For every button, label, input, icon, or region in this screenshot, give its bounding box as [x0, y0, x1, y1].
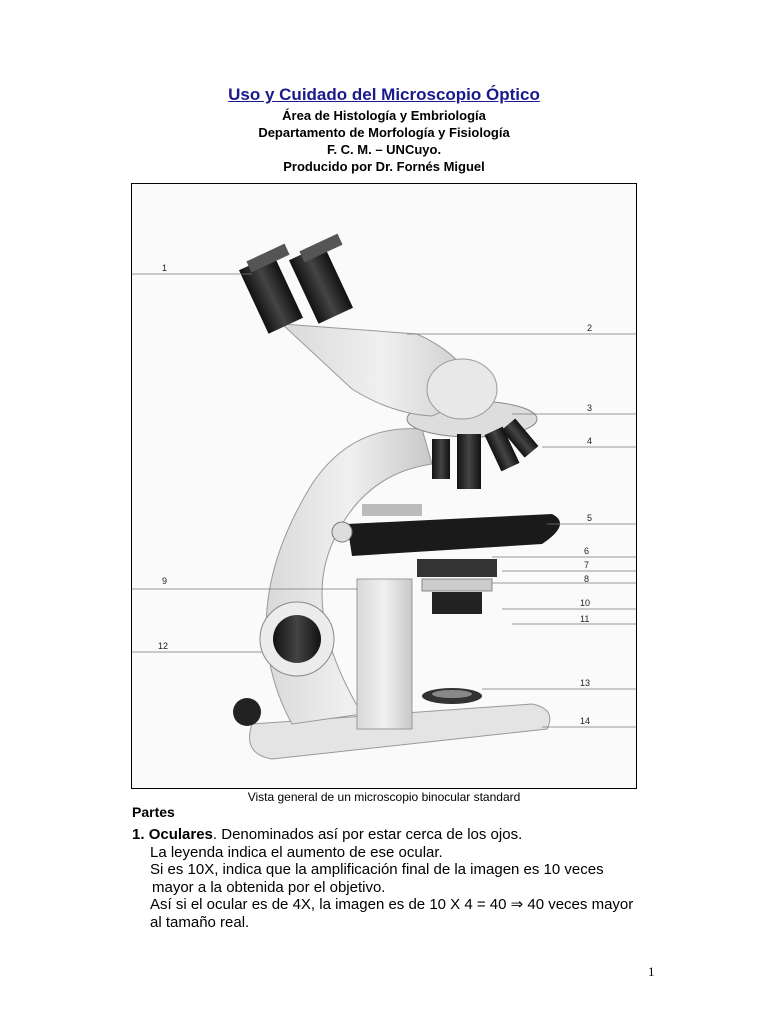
item-line-2: La leyenda indica el aumento de ese ocular.	[150, 843, 443, 861]
document-title: Uso y Cuidado del Microscopio Óptico	[228, 85, 540, 104]
part-label-3: 3	[587, 403, 593, 413]
item-text: . Denominados así por estar cerca de los ojos.	[212, 826, 523, 843]
part-label-13: 13	[580, 678, 591, 688]
subtitle-area: Área de Histología y Embriología	[282, 108, 486, 123]
item-line-4: mayor a la obtenida por el objetivo.	[152, 878, 386, 896]
item-number: 1.	[132, 826, 145, 843]
section-heading: Partes	[132, 804, 175, 820]
subtitle-faculty: F. C. M. – UNCuyo.	[326, 142, 442, 157]
subtitle-department: Departamento de Morfología y Fisiología	[258, 125, 510, 140]
part-label-8: 8	[584, 574, 590, 584]
part-label-9: 9	[162, 576, 168, 586]
part-label-12: 12	[158, 641, 169, 651]
item-line-6: al tamaño real.	[150, 913, 250, 931]
item-term: Oculares	[148, 826, 213, 843]
part-label-5: 5	[587, 513, 593, 523]
item-line-1	[132, 826, 692, 844]
section-body	[132, 826, 692, 931]
part-label-10: 10	[580, 598, 591, 608]
part-label-4: 4	[587, 436, 593, 446]
part-label-7: 7	[584, 560, 590, 570]
part-label-11: 11	[580, 614, 590, 624]
item-line-3: Si es 10X, indica que la amplificación final de la imagen es 10 veces	[150, 861, 604, 878]
page-number: 1	[648, 964, 655, 979]
part-label-14: 14	[580, 716, 591, 726]
microscope-figure	[131, 183, 637, 789]
figure-caption: Vista general de un microscopio binocular standard	[247, 790, 521, 804]
item-line-5: Así si el ocular es de 4X, la imagen es de 10 X 4 = 40 ⇒ 40 veces mayor	[150, 896, 634, 913]
part-label-6: 6	[584, 546, 590, 556]
subtitle-author: Producido por Dr. Fornés Miguel	[283, 159, 485, 174]
part-label-1: 1	[162, 263, 168, 273]
microscope-illustration	[132, 184, 637, 789]
part-label-2: 2	[587, 323, 593, 333]
